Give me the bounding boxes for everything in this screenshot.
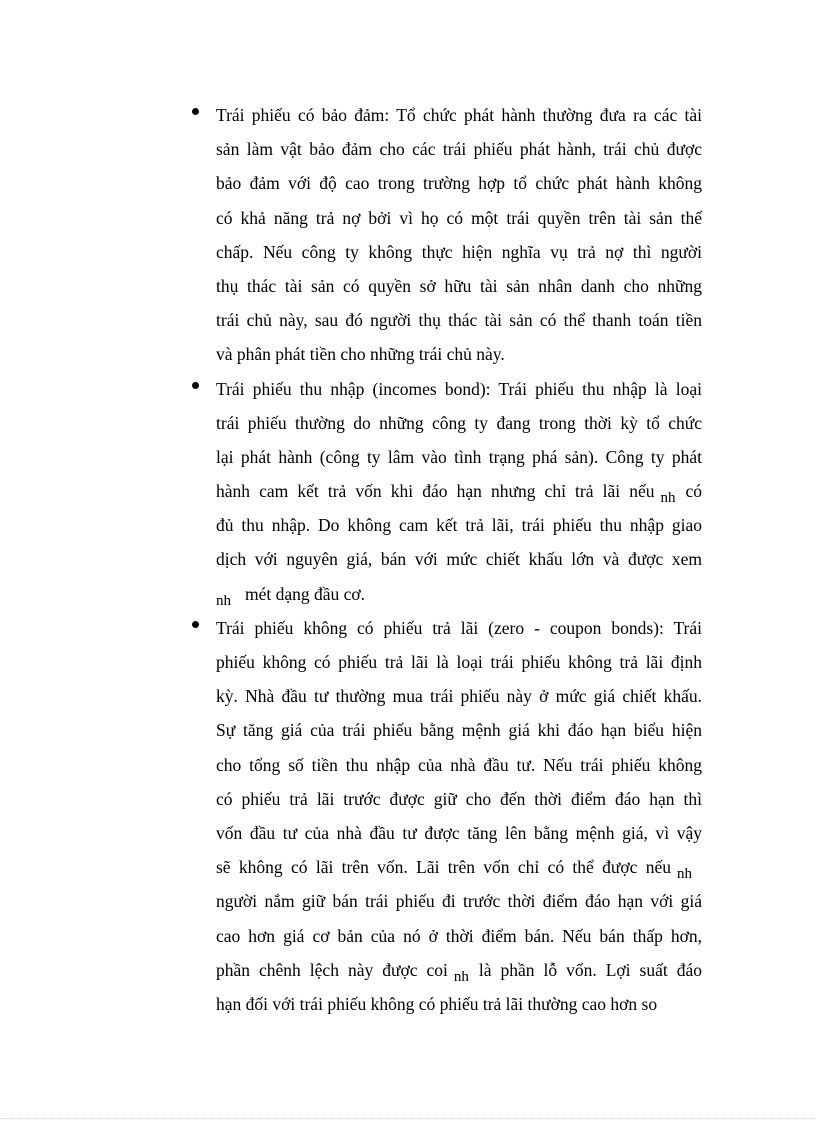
paragraph-line: hạn đối với trái phiếu không có phiếu trả lãi thường cao hơn so: [216, 993, 658, 1014]
paragraph-line: đủ thu nhập. Do không cam kết trả lãi, trái phiếu thu nhập giao: [216, 515, 702, 536]
subscript-mark: nh: [216, 592, 231, 609]
paragraph-line: [216, 953, 702, 987]
paragraph-line: có phiếu trả lãi trước được giữ cho đến thời điểm đáo hạn thì: [216, 788, 702, 809]
page-bottom-border: [0, 1118, 816, 1119]
paragraph-line: dịch với nguyên giá, bán với mức chiết khấu lớn và được xem: [216, 549, 702, 570]
paragraph-line: kỳ. Nhà đầu tư thường mua trái phiếu này ở mức giá chiết khấu.: [216, 686, 702, 707]
line-text: là phần lỗ vốn. Lợi suất đáo: [478, 959, 702, 980]
paragraph-line: thụ thác tài sản có quyền sở hữu tài sản nhân danh cho những: [216, 275, 702, 296]
line-text: phần chênh lệch này được coi: [216, 959, 448, 980]
bullet-icon: [192, 621, 199, 628]
bullet-paragraph: [192, 98, 702, 372]
paragraph-line: cho tổng số tiền thu nhập của nhà đầu tư. Nếu trái phiếu không: [216, 754, 702, 775]
line-text: sẽ không có lãi trên vốn. Lãi trên vốn chỉ có thể được nếu: [216, 857, 671, 878]
paragraph-line: sản làm vật bảo đảm cho các trái phiếu phát hành, trái chủ được: [216, 139, 702, 160]
paragraph-line: và phân phát tiền cho những trái chủ này.: [216, 344, 505, 365]
paragraph-line: chấp. Nếu công ty không thực hiện nghĩa vụ trả nợ thì người: [216, 241, 702, 262]
bullet-list: [192, 98, 702, 1021]
paragraph-line: Sự tăng giá của trái phiếu bằng mệnh giá khi đáo hạn biểu hiện: [216, 720, 702, 741]
paragraph-line: người nắm giữ bán trái phiếu đi trước thời điểm đáo hạn với giá: [216, 891, 702, 912]
paragraph-line: có khả năng trả nợ bởi vì họ có một trái quyền trên tài sản thế: [216, 207, 702, 228]
line-text: hành cam kết trả vốn khi đáo hạn nhưng chỉ trả lãi nếu: [216, 481, 655, 502]
paragraph-line: vốn đầu tư của nhà đầu tư được tăng lên bằng mệnh giá, vì vậy: [216, 822, 702, 843]
paragraph-line: lại phát hành (công ty lâm vào tình trạng phá sản). Công ty phát: [216, 446, 702, 467]
bullet-icon: [192, 382, 199, 389]
paragraph-line: trái phiếu thường do những công ty đang trong thời kỳ tổ chức: [216, 412, 702, 433]
paragraph-line: phiếu không có phiếu trả lãi là loại trái phiếu không trả lãi định: [216, 652, 702, 672]
paragraph-line: [216, 850, 702, 884]
paragraph-line: trái chủ này, sau đó người thụ thác tài sản có thể thanh toán tiền: [216, 310, 702, 331]
subscript-mark: nh: [677, 866, 692, 883]
bullet-icon: [192, 108, 199, 115]
paragraph-line: Trái phiếu có bảo đảm: Tổ chức phát hành thường đưa ra các tài: [216, 105, 702, 125]
bullet-paragraph: [192, 372, 702, 611]
subscript-mark: nh: [660, 490, 676, 507]
line-text: mét dạng đầu cơ.: [245, 583, 366, 604]
subscript-mark: nh: [453, 968, 469, 985]
paragraph-line: Trái phiếu không có phiếu trả lãi (zero - coupon bonds): Trái: [216, 617, 702, 638]
line-text: có: [685, 481, 702, 502]
paragraph-line: [216, 577, 702, 611]
paragraph-line: cao hơn giá cơ bản của nó ở thời điểm bán. Nếu bán thấp hơn,: [216, 925, 702, 946]
bullet-paragraph: [192, 611, 702, 1021]
paragraph-line: Trái phiếu thu nhập (incomes bond): Trái phiếu thu nhập là loại: [216, 378, 702, 399]
paragraph-line: [216, 474, 702, 508]
paragraph-line: bảo đảm với độ cao trong trường hợp tổ chức phát hành không: [216, 173, 702, 194]
